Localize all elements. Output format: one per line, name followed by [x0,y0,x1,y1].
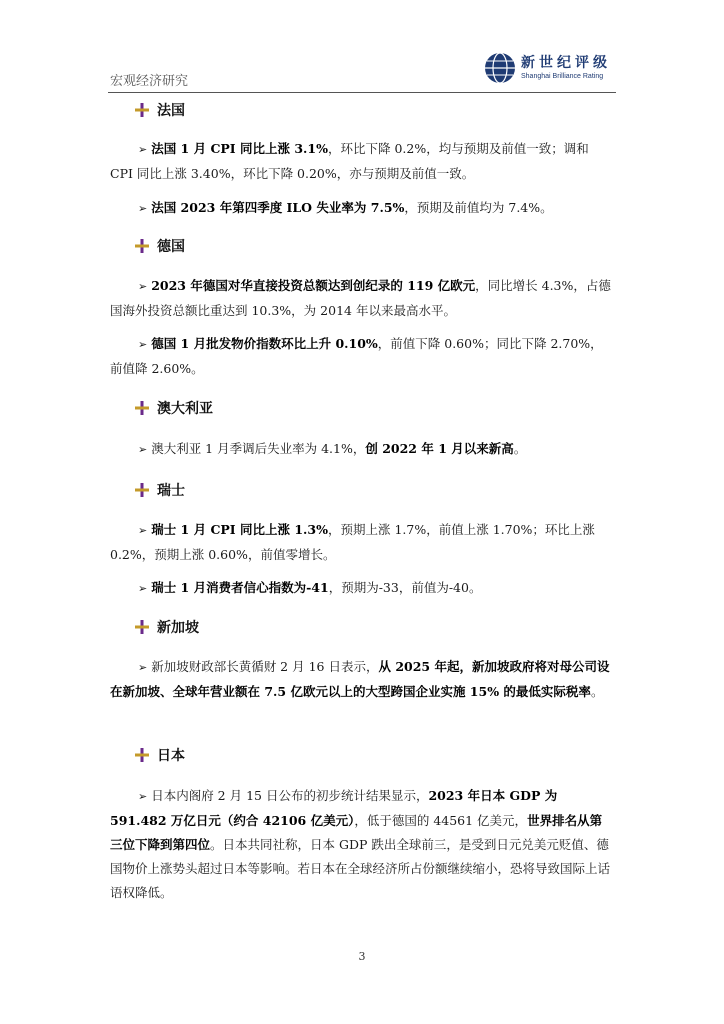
bold-text: 法国 1 月 CPI 同比上涨 3.1% [151,141,328,156]
paragraph-germany-fdi [110,274,614,323]
arrow-bullet-icon: ➢ [138,202,148,215]
globe-logo-icon [484,52,516,84]
section-heading-germany [134,236,185,256]
section-bullet-icon [134,238,150,254]
bold-text: 德国 1 月批发物价指数环比上升 0.10% [151,336,378,351]
arrow-bullet-icon: ➢ [138,524,148,537]
arrow-bullet-icon: ➢ [138,338,148,351]
paragraph-germany-wholesale [110,332,614,381]
arrow-bullet-icon: ➢ [138,280,148,293]
arrow-bullet-icon: ➢ [138,790,148,803]
paragraph-france-cpi [110,137,614,186]
section-bullet-icon [134,102,150,118]
section-heading-switzerland [134,480,185,500]
section-heading-australia [134,398,213,418]
header-section-label: 宏观经济研究 [110,74,189,89]
body-text: 。 [513,441,527,456]
bold-text: 创 2022 年 1 月以来新高 [365,441,514,456]
bold-text: 世界排名从第三位下降到第四位 [110,813,603,852]
body-text: ，预期及前值均为 7.4%。 [404,200,553,215]
section-title: 德国 [157,239,185,255]
body-text: 澳大利亚 1 月季调后失业率为 4.1%， [151,441,366,456]
section-heading-japan [134,745,185,765]
logo-chinese-name: 新世纪评级 [521,55,611,71]
arrow-bullet-icon: ➢ [138,661,148,674]
body-text: ，前值下降 0.60%；同比下降 2.70%，前值降 2.60%。 [110,336,603,376]
page-number: 3 [358,950,366,963]
body-text: ，同比增长 4.3%，占德国海外投资总额比重达到 10.3%，为 2014 年以来最高水平。 [110,278,611,318]
arrow-bullet-icon: ➢ [138,443,148,456]
arrow-bullet-icon: ➢ [138,582,148,595]
body-text: ，环比下降 0.2%，均与预期及前值一致；调和 CPI 同比上涨 3.40%，环比下降 0.20%，亦与预期及前值一致。 [110,141,589,181]
body-text: ，预期为-33，前值为-40。 [328,580,482,595]
paragraph-switzerland-confidence [110,576,614,601]
section-heading-france [134,100,185,120]
section-title: 新加坡 [157,620,199,636]
paragraph-switzerland-cpi [110,518,614,567]
section-title: 日本 [157,748,185,764]
bold-text: 2023 年德国对华直接投资总额达到创纪录的 119 亿欧元 [151,278,476,293]
bold-text: 瑞士 1 月 CPI 同比上涨 1.3% [151,522,328,537]
section-bullet-icon [134,482,150,498]
paragraph-france-unemployment [110,196,614,221]
body-text: ，预期上涨 1.7%，前值上涨 1.70%；环比上涨 0.2%，预期上涨 0.60%，前值零增长。 [110,522,595,562]
section-bullet-icon [134,747,150,763]
section-bullet-icon [134,619,150,635]
arrow-bullet-icon: ➢ [138,143,148,156]
bold-text: 法国 2023 年第四季度 ILO 失业率为 7.5% [151,200,405,215]
bold-text: 从 2025 年起，新加坡政府将对母公司设在新加坡、全球年营业额在 7.5 亿欧元以上的大型跨国企业实施 15% 的最低实际税率 [110,659,610,699]
section-heading-singapore [134,617,199,637]
bold-text: 2023 年日本 GDP 为 591.482 万亿日元（约合 42106 亿美元） [110,788,558,828]
body-text: 。日本共同社称，日本 GDP 跌出全球前三，是受到日元兑美元贬值、德国物价上涨势头超过日本等影响。若日本在全球经济所占份额继续缩小，恐将导致国际上话语权降低。 [110,837,611,900]
logo-english-name: Shanghai Brilliance Rating [521,73,604,80]
body-text: 。 [590,684,604,699]
body-text: 日本内阁府 2 月 15 日公布的初步统计结果显示， [151,788,429,803]
section-title: 澳大利亚 [157,401,213,417]
company-logo [484,50,624,86]
paragraph-australia-unemployment [110,437,614,462]
body-text: ，低于德国的 44561 亿美元， [354,813,528,828]
section-title: 瑞士 [157,483,185,499]
paragraph-japan-gdp [110,784,614,905]
body-text: 新加坡财政部长黄循财 2 月 16 日表示， [151,659,379,674]
header-divider [108,92,616,93]
section-title: 法国 [157,103,185,119]
bold-text: 瑞士 1 月消费者信心指数为-41 [151,580,329,595]
section-bullet-icon [134,400,150,416]
paragraph-singapore-tax [110,655,614,704]
